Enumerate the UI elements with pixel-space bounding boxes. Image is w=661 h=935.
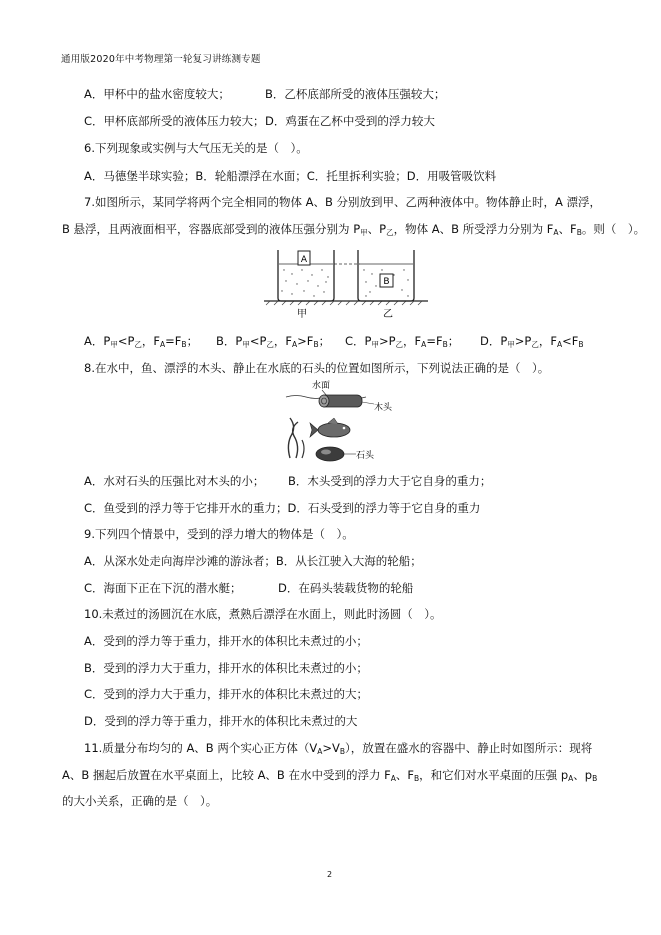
q7-od-r2: <F [562,334,579,348]
q7-ob-s1: 甲 [242,340,250,349]
q7-oc-s1: 甲 [371,340,379,349]
q7-oc-mid: ，F [403,334,422,348]
q7-stem-part2: ，物体 A、B 所受浮力分别为 F [393,222,554,236]
q11-l1-part1: 11.质量分布均匀的 A、B 两个实心正方体（V [84,741,318,755]
q7-stem-part1: B 悬浮，且两液面相平，容器底部受到的液体压强分别为 P [62,222,361,236]
q7-sub-a: A [553,228,559,237]
q11-l2-sub-b2: B [592,774,598,783]
q7-oc-s3: A [421,340,427,349]
page-number: 2 [327,870,333,879]
q7-option-c [345,333,459,353]
q11-line2 [62,767,597,787]
q11-l2-part4: 、p [573,768,593,782]
q8-stem: 8.在水中，鱼、漂浮的木头、静止在水底的石头的位置如图所示，下列说法正确的是（ ）。 [84,361,550,375]
q7-sub-b: B [576,228,582,237]
q7-ob-r2: >F [297,334,314,348]
q7-oc-p1: C．P [345,334,372,348]
q7-od-s3: A [557,340,563,349]
q7-block-b-label: B [383,277,390,287]
q7-option-b [216,333,330,353]
q8-water-label: 水面 [312,381,331,391]
q7-oa-s3: A [160,340,166,349]
q7-option-a [84,333,198,353]
q7-od-mid: ，F [538,334,557,348]
q8-option-a: A．水对石头的压强比对木头的小； [84,474,265,488]
q11-l1-sub-a: A [317,747,323,756]
q6-options: A．马德堡半球实验；B．轮船漂浮在水面；C．托里拆利实验；D．用吸管吸饮料 [84,169,497,183]
q7-od-s1: 甲 [507,340,515,349]
page-header: 通用版2020年中考物理第一轮复习讲练测专题 [61,54,261,65]
q11-l2-part1: A、B 捆起后放置在水平桌面上，比较 A、B 在水中受到的浮力 F [62,768,391,782]
q11-l2-sub-a2: A [568,774,574,783]
q7-ob-s3: A [292,340,298,349]
q8-option-cd: C．鱼受到的浮力等于它排开水的重力；D．石头受到的浮力等于它自身的重力 [84,501,481,515]
q7-stem-line1: 7.如图所示，某同学将两个完全相同的物体 A、B 分别放到甲、乙两种液体中。物体静止时，A 漂浮， [84,195,602,209]
q7-oc-s4: B [442,340,448,349]
q8-stone-label: 石头 [356,451,375,461]
q11-l1-part3: ），放置在盛水的容器中、静止时如图所示：现将 [345,741,593,755]
q7-oa-mid: ，F [141,334,161,348]
q11-l2-sub-b: B [414,774,420,783]
q9-stem: 9.下列四个情景中，受到的浮力增大的物体是（ ）。 [84,527,354,541]
q11-l2-part2: 、F [395,768,415,782]
q7-sep2: 、F [558,222,577,236]
q7-oa-s1: 甲 [110,340,118,349]
q5-option-d: D．鸡蛋在乙杯中受到的浮力较大 [265,114,435,128]
q5-option-c: C．甲杯底部所受的液体压力较大； [84,114,265,128]
q11-line3: 的大小关系，正确的是（ ）。 [62,794,218,808]
q10-option-b: B．受到的浮力大于重力，排开水的体积比未煮过的小； [84,661,368,675]
q11-l2-part3: ，和它们对水平桌面的压强 p [419,768,569,782]
q10-option-c: C．受到的浮力大于重力，排开水的体积比未煮过的大； [84,687,369,701]
q11-l1-sub-b: B [339,747,346,756]
q7-ob-s4: B [313,340,319,349]
q8-wood-label: 木头 [374,403,393,413]
q7-oa-r1: <P [117,334,135,348]
q7-oc-end: ； [447,334,460,348]
q10-option-d: D．受到的浮力等于重力，排开水的体积比未煮过的大 [84,714,358,728]
q7-od-r1: >P [514,334,532,348]
q11-line1 [84,740,592,760]
q7-figure [262,246,432,322]
q7-stem-line2 [62,221,645,241]
q7-ob-p1: B．P [216,334,243,348]
q11-l2-sub-a: A [390,774,396,783]
q7-oc-r1: >P [378,334,396,348]
q7-ob-s2: 乙 [266,340,274,349]
q8-figure [282,378,412,468]
q10-stem: 10.未煮过的汤圆沉在水底，煮熟后漂浮在水面上，则此时汤圆（ ）。 [84,607,442,621]
q7-oa-s4: B [181,340,187,349]
q7-oa-end: ； [186,334,199,348]
q7-ob-end: ； [318,334,331,348]
q7-od-s4: B [578,340,584,349]
q6-stem: 6.下列现象或实例与大气压无关的是（ ）。 [84,141,308,155]
q7-option-d [480,333,584,353]
q7-oc-s2: 乙 [395,340,404,349]
q7-od-s2: 乙 [531,340,539,349]
q5-option-b: B．乙杯底部所受的液体压强较大； [265,87,446,101]
q7-caption-jia: 甲 [297,309,307,320]
q7-sub-yi: 乙 [386,228,394,237]
q7-oa-r2: =F [165,334,182,348]
q7-oc-r2: =F [426,334,443,348]
q7-ob-r1: <P [249,334,267,348]
q9-option-d: D．在码头装载货物的轮船 [278,581,414,595]
q7-sub-jia: 甲 [360,228,368,237]
q7-ob-mid: ，F [273,334,293,348]
q7-stem-part3: 。则（ ）。 [581,222,646,236]
q8-option-b: B．木头受到的浮力大于它自身的重力； [288,474,492,488]
q9-option-c: C．海面下正在下沉的潜水艇； [84,581,242,595]
q7-oa-s2: 乙 [134,340,142,349]
q9-option-ab: A．从深水处走向海岸沙滩的游泳者；B．从长江驶入大海的轮船； [84,554,422,568]
q10-option-a: A．受到的浮力等于重力，排开水的体积比未煮过的小； [84,634,368,648]
q7-od-p1: D．P [480,334,508,348]
q7-oa-p1: A．P [84,334,111,348]
q7-block-a-label: A [300,255,308,265]
q11-l1-part2: >V [322,741,340,755]
q5-option-a: A．甲杯中的盐水密度较大； [84,87,230,101]
q7-caption-yi: 乙 [383,309,393,320]
q7-sep: 、P [367,222,387,236]
